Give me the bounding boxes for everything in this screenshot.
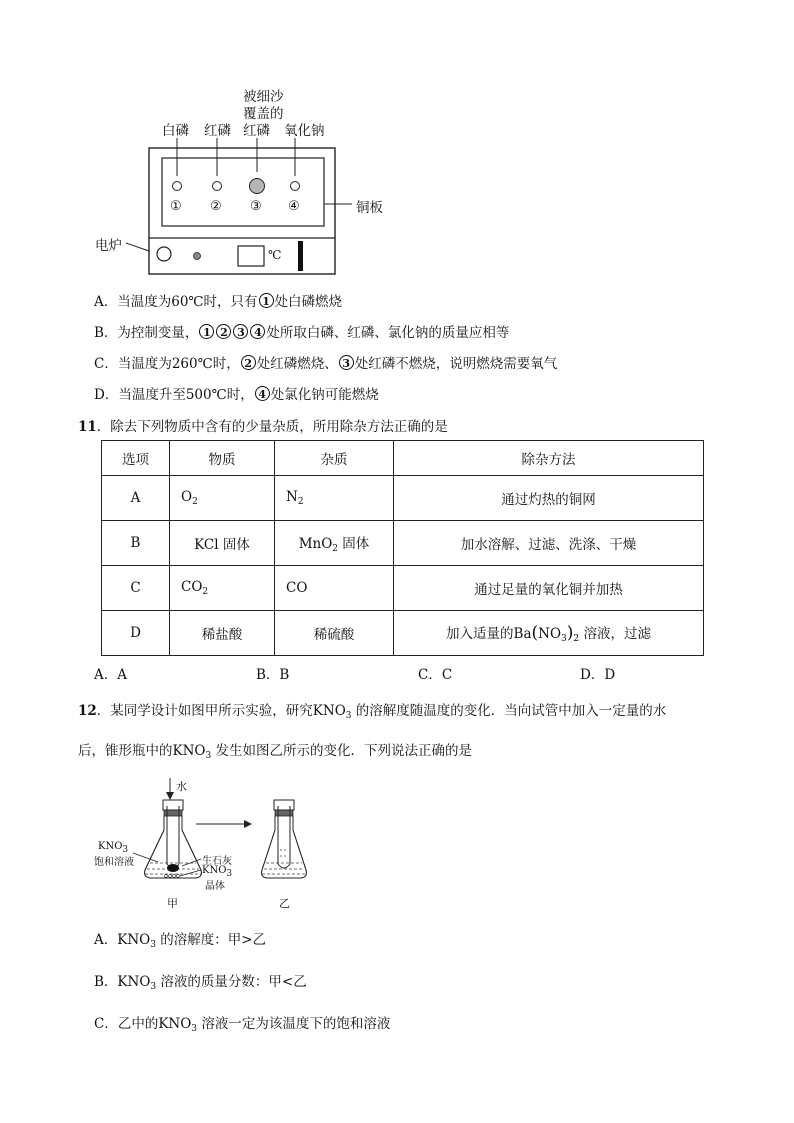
circled-number-2: 2 [216, 324, 231, 339]
header-substance: 物质 [170, 441, 275, 476]
sample-num-1: ① [170, 199, 182, 214]
label-flask-jia: 甲 [167, 897, 178, 910]
label-flask-yi: 乙 [279, 897, 290, 910]
circled-number-3: 3 [339, 355, 354, 370]
table-row: C $CO_2$ CO 通过足量的氧化铜并加热 [102, 566, 704, 611]
label-celsius: ℃ [268, 248, 282, 262]
q11-choice-a: A．A [94, 667, 127, 683]
sample-num-3: ③ [250, 199, 262, 214]
circled-number-1: 1 [259, 293, 274, 308]
table-row: A $O_2$ $N_2$ 通过灼热的铜网 [102, 476, 704, 521]
circled-number-1: 1 [199, 324, 214, 339]
header-impurity: 杂质 [275, 441, 394, 476]
q10-option-d: D．当温度升至500℃时， 4 处氯化钠可能燃烧 [94, 387, 379, 403]
flask-experiment-figure [0, 770, 794, 910]
table-row: B KCl 固体 MnO$_2$ 固体 加水溶解、过滤、洗涤、干燥 [102, 521, 704, 566]
q11-choice-c: C．C [418, 667, 453, 683]
flask-yi [262, 800, 307, 878]
table-row: D 稀盐酸 稀硫酸 加入适量的$Ba(NO_3)_2$ 溶液，过滤 [102, 611, 704, 656]
q11-choice-d: D．D [580, 667, 616, 683]
sample-3-covered-red-phosphorus [250, 179, 265, 194]
furnace-knob [157, 247, 171, 261]
q12-stem-line2: 后，锥形瓶中的$KNO_3$ 发生如图乙所示的变化．下列说法正确的是 [78, 743, 472, 761]
label-electric-furnace: 电炉 [95, 238, 122, 254]
sample-num-2: ② [210, 199, 222, 214]
q10-option-c: C．当温度为260℃时， 2 处红磷燃烧、 3 处红磷不燃烧，说明燃烧需要氧气 [94, 356, 558, 372]
q12-stem-line1: 12．某同学设计如图甲所示实验，研究$KNO_3$ 的溶解度随温度的变化．当向试管中加入一定量的水 [78, 703, 667, 721]
label-saturated-solution: 饱和溶液 [94, 857, 134, 868]
header-method: 除杂方法 [394, 441, 704, 476]
q12-option-a: A．$KNO_3$ 的溶解度：甲>乙 [94, 932, 267, 950]
q10-option-a: A．当温度为60℃时，只有 1 处白磷燃烧 [94, 294, 343, 310]
q12-option-b: B．$KNO_3$ 溶液的质量分数：甲<乙 [94, 974, 307, 992]
label-quicklime: 生石灰 [202, 856, 232, 867]
circled-number-2: 2 [241, 355, 256, 370]
label-kno3-crystal: $KNO_3$ [202, 865, 233, 879]
q12-option-c: C．乙中的$KNO_3$ 溶液一定为该温度下的饱和溶液 [94, 1016, 391, 1034]
q11-stem: 11．除去下列物质中含有的少量杂质，所用除杂方法正确的是 [78, 419, 448, 435]
label-crystal: 晶体 [205, 881, 225, 892]
q10-option-b: B．为控制变量， 1 2 3 4 处所取白磷、红磷、氯化钠的质量应相等 [94, 325, 510, 341]
label-kno3-saturated: $KNO_3$ [98, 841, 129, 855]
temperature-display [238, 246, 264, 266]
sample-4-sodium-chloride [291, 182, 300, 191]
header-option: 选项 [102, 441, 170, 476]
label-sodium-chloride: 氧化钠 [284, 123, 325, 139]
circled-number-4: 4 [250, 324, 265, 339]
furnace-switch [298, 241, 303, 271]
label-covered-line1: 被细沙 [243, 89, 284, 105]
circled-number-4: 4 [255, 386, 270, 401]
label-white-phosphorus: 白磷 [162, 123, 189, 139]
sample-1-white-phosphorus [173, 182, 182, 191]
label-water: 水 [176, 780, 187, 793]
label-covered-line3: 红磷 [243, 123, 270, 139]
sample-2-red-phosphorus [213, 182, 222, 191]
indicator-light [194, 253, 201, 260]
label-covered-line2: 覆盖的 [243, 106, 284, 122]
circled-number-3: 3 [233, 324, 248, 339]
impurity-removal-table [101, 440, 704, 656]
label-copper-plate: 铜板 [356, 200, 383, 216]
sample-num-4: ④ [288, 199, 300, 214]
q11-choice-b: B．B [256, 667, 290, 683]
flask-jia [145, 800, 202, 878]
label-red-phosphorus: 红磷 [204, 123, 231, 139]
copper-plate [162, 158, 324, 226]
table-header-row [102, 441, 704, 476]
